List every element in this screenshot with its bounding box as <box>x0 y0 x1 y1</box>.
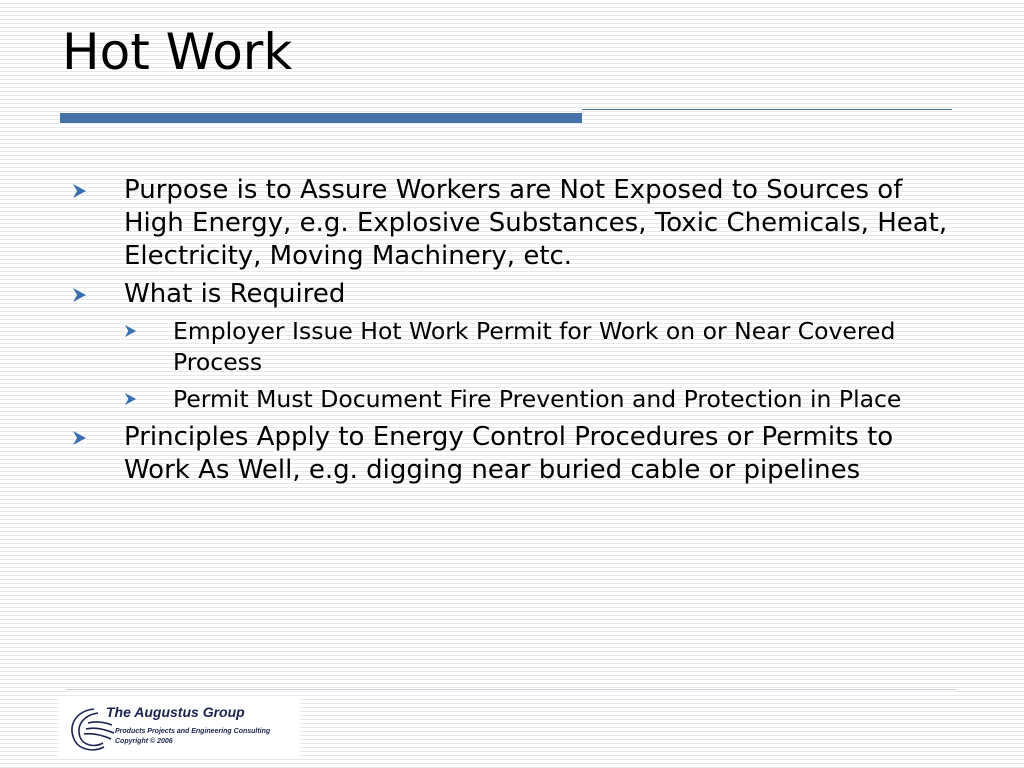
title-underline-thin-line <box>582 109 952 110</box>
sub-bullet-item <box>72 384 952 415</box>
title-underline-bar <box>60 113 582 123</box>
bullet-item <box>72 278 952 311</box>
arrow-bullet-icon <box>124 392 137 406</box>
bullet-text: Employer Issue Hot Work Permit for Work on or Near Covered Process <box>173 317 896 376</box>
bullet-text: Principles Apply to Energy Control Procedures or Permits to Work As Well, e.g. digging near buried cable or pipelines <box>124 422 894 485</box>
bullet-text: What is Required <box>124 279 346 309</box>
company-logo <box>58 697 300 759</box>
logo-copyright: Copyright © 2006 <box>115 738 173 745</box>
footer-divider <box>66 689 956 690</box>
arrow-bullet-icon <box>124 324 137 338</box>
bullet-item <box>72 421 952 487</box>
arrow-bullet-icon <box>72 430 87 446</box>
logo-company-name: The Augustus Group <box>106 704 245 720</box>
slide-title: Hot Work <box>62 23 293 81</box>
logo-tagline: Products Projects and Engineering Consulting <box>115 728 271 735</box>
bullet-list <box>72 174 952 492</box>
bullet-text: Permit Must Document Fire Prevention and Protection in Place <box>173 385 902 413</box>
bullet-text: Purpose is to Assure Workers are Not Exposed to Sources of High Energy, e.g. Explosive Substances, Toxic Chemicals, Heat, Electricity, Moving Machinery, etc. <box>124 175 948 271</box>
arrow-bullet-icon <box>72 287 87 303</box>
sub-bullet-item <box>72 316 952 378</box>
bullet-item <box>72 174 952 273</box>
arrow-bullet-icon <box>72 183 87 199</box>
